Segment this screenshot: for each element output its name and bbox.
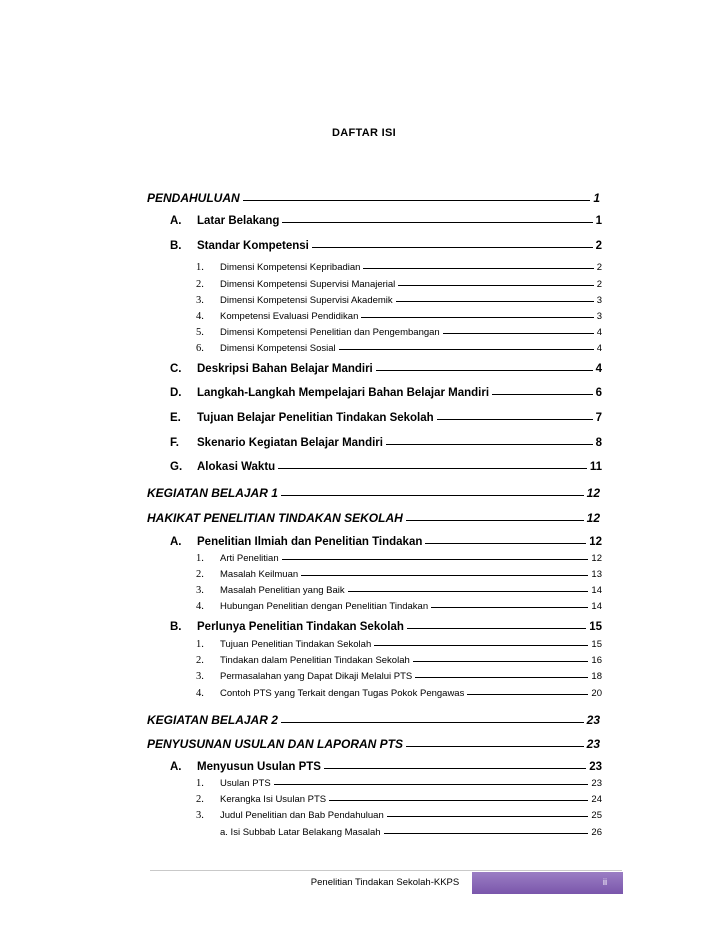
toc-entry-marker: 4. [196, 601, 204, 612]
footer-page-number: ii [602, 877, 608, 888]
toc-entry-page: 20 [591, 688, 602, 699]
toc-entry-marker: F. [170, 437, 179, 449]
toc-leader-line [278, 468, 587, 469]
toc-leader-line [413, 661, 589, 662]
toc-leader-line [281, 495, 584, 496]
toc-entry-marker: 2. [196, 794, 204, 805]
toc-entry-marker: E. [170, 412, 181, 424]
toc-entry[interactable] [220, 827, 602, 838]
toc-entry-label: Standar Kompetensi [197, 240, 309, 252]
toc-entry-label: Tindakan dalam Penelitian Tindakan Sekolah [220, 655, 410, 666]
toc-entry[interactable] [196, 601, 602, 612]
toc-entry-page: 23 [589, 761, 602, 773]
toc-leader-line [363, 268, 593, 269]
toc-leader-line [339, 349, 594, 350]
toc-entry-page: 2 [596, 279, 602, 290]
toc-entry-marker: A. [170, 215, 182, 227]
toc-entry-page: 16 [591, 655, 602, 666]
toc-entry-page: 3 [596, 311, 602, 322]
toc-leader-line [407, 628, 586, 629]
toc-entry-marker: C. [170, 363, 182, 375]
toc-entry-marker: 2. [196, 569, 204, 580]
toc-entry-label: Dimensi Kompetensi Supervisi Manajerial [220, 279, 396, 290]
toc-entry[interactable] [196, 671, 602, 682]
toc-entry-label: Tujuan Penelitian Tindakan Sekolah [220, 639, 372, 650]
toc-entry-marker: 3. [196, 585, 204, 596]
toc-leader-line [348, 591, 589, 592]
toc-entry-marker: A. [170, 536, 182, 548]
toc-leader-line [282, 559, 589, 560]
toc-entry-page: 2 [595, 240, 602, 252]
toc-leader-line [467, 694, 588, 695]
toc-entry-marker: 2. [196, 655, 204, 666]
toc-entry[interactable] [170, 240, 602, 252]
toc-entry-page: 15 [589, 621, 602, 633]
toc-entry-marker: B. [170, 621, 182, 633]
toc-leader-line [386, 444, 593, 445]
toc-entry[interactable] [196, 343, 602, 354]
toc-entry[interactable] [170, 437, 602, 449]
toc-leader-line [387, 816, 589, 817]
toc-leader-line [376, 370, 593, 371]
toc-entry-page: 12 [586, 511, 600, 525]
toc-entry-label: Masalah Penelitian yang Baik [220, 585, 345, 596]
toc-entry-label: Dimensi Kompetensi Sosial [220, 343, 336, 354]
toc-leader-line [415, 677, 588, 678]
toc-entry-label: Usulan PTS [220, 778, 271, 789]
toc-entry[interactable] [196, 295, 602, 306]
toc-entry-page: 3 [596, 295, 602, 306]
toc-entry-label: KEGIATAN BELAJAR 2 [147, 713, 278, 727]
toc-entry[interactable] [170, 215, 602, 227]
toc-entry-page: 1 [595, 215, 602, 227]
toc-leader-line [431, 607, 588, 608]
toc-entry[interactable] [170, 761, 602, 773]
toc-entry-label: PENDAHULUAN [147, 191, 240, 205]
toc-entry-label: Langkah-Langkah Mempelajari Bahan Belajar Mandiri [197, 387, 490, 399]
toc-entry-marker: B. [170, 240, 182, 252]
footer-divider [150, 870, 622, 871]
toc-leader-line [312, 247, 593, 248]
toc-entry-label: HAKIKAT PENELITIAN TINDAKAN SEKOLAH [147, 511, 403, 525]
toc-entry-marker: 6. [196, 343, 204, 354]
toc-entry-label: Alokasi Waktu [197, 461, 276, 473]
toc-entry-label: Penelitian Ilmiah dan Penelitian Tindakan [197, 536, 423, 548]
toc-entry-label: Menyusun Usulan PTS [197, 761, 321, 773]
toc-entry-marker: 3. [196, 810, 204, 821]
toc-entry-label: Dimensi Kompetensi Supervisi Akademik [220, 295, 393, 306]
toc-leader-line [361, 317, 593, 318]
toc-leader-line [243, 200, 591, 201]
toc-entry-marker: G. [170, 461, 183, 473]
toc-leader-line [282, 222, 592, 223]
toc-entry-marker: 1. [196, 639, 204, 650]
toc-entry[interactable] [170, 461, 602, 473]
toc-entry-label: KEGIATAN BELAJAR 1 [147, 486, 278, 500]
toc-leader-line [384, 833, 589, 834]
toc-entry[interactable] [170, 621, 602, 633]
toc-leader-line [398, 285, 593, 286]
toc-leader-line [492, 394, 593, 395]
toc-entry-page: 4 [596, 327, 602, 338]
toc-entry[interactable] [196, 585, 602, 596]
toc-entry-page: 11 [589, 461, 602, 473]
toc-entry-label: Dimensi Kompetensi Penelitian dan Pengembangan [220, 327, 440, 338]
toc-leader-line [437, 419, 593, 420]
toc-leader-line [443, 333, 594, 334]
toc-entry-label: Contoh PTS yang Terkait dengan Tugas Pokok Pengawas [220, 688, 465, 699]
toc-entry-marker: 1. [196, 262, 204, 273]
toc-entry-page: 24 [591, 794, 602, 805]
toc-entry-marker: 4. [196, 688, 204, 699]
toc-entry[interactable] [196, 778, 602, 789]
toc-entry-page: 25 [591, 810, 602, 821]
toc-entry-label: PENYUSUNAN USULAN DAN LAPORAN PTS [147, 737, 404, 751]
toc-entry-label: Deskripsi Bahan Belajar Mandiri [197, 363, 373, 375]
toc-entry[interactable] [196, 688, 602, 699]
toc-entry-label: Tujuan Belajar Penelitian Tindakan Sekolah [197, 412, 434, 424]
toc-entry-page: 12 [591, 553, 602, 564]
toc-leader-line [329, 800, 588, 801]
toc-entry[interactable] [196, 569, 602, 580]
toc-entry-page: 7 [595, 412, 602, 424]
toc-entry-marker: 1. [196, 553, 204, 564]
toc-entry-label: Masalah Keilmuan [220, 569, 299, 580]
toc-entry-page: 14 [591, 601, 602, 612]
toc-entry-page: 15 [591, 639, 602, 650]
toc-leader-line [406, 746, 584, 747]
toc-entry[interactable] [147, 486, 600, 500]
toc-entry-label: Dimensi Kompetensi Kepribadian [220, 262, 361, 273]
toc-entry-page: 23 [591, 778, 602, 789]
toc-entry[interactable] [147, 713, 600, 727]
toc-entry-page: 14 [591, 585, 602, 596]
toc-entry-marker: 1. [196, 778, 204, 789]
toc-entry-label: a. Isi Subbab Latar Belakang Masalah [220, 827, 381, 838]
toc-entry-label: Arti Penelitian [220, 553, 279, 564]
toc-entry-label: Judul Penelitian dan Bab Pendahuluan [220, 810, 384, 821]
toc-leader-line [425, 543, 586, 544]
toc-entry[interactable] [196, 639, 602, 650]
toc-entry-page: 23 [586, 713, 600, 727]
toc-entry-page: 1 [593, 191, 600, 205]
toc-entry-marker: 2. [196, 279, 204, 290]
toc-entry-page: 13 [591, 569, 602, 580]
toc-leader-line [406, 520, 584, 521]
toc-entry-marker: 5. [196, 327, 204, 338]
toc-entry-label: Perlunya Penelitian Tindakan Sekolah [197, 621, 404, 633]
toc-entry[interactable] [170, 387, 602, 399]
toc-entry-marker: 3. [196, 295, 204, 306]
toc-entry[interactable] [147, 511, 600, 525]
toc-title: DAFTAR ISI [332, 127, 396, 139]
toc-entry-page: 23 [586, 737, 600, 751]
toc-entry-page: 6 [595, 387, 602, 399]
toc-leader-line [301, 575, 588, 576]
toc-leader-line [274, 784, 589, 785]
toc-entry-label: Permasalahan yang Dapat Dikaji Melalui PTS [220, 671, 413, 682]
toc-entry-marker: 3. [196, 671, 204, 682]
toc-entry[interactable] [147, 737, 600, 751]
toc-entry[interactable] [196, 279, 602, 290]
toc-entry-label: Latar Belakang [197, 215, 280, 227]
toc-entry-marker: A. [170, 761, 182, 773]
toc-entry[interactable] [196, 262, 602, 273]
toc-leader-line [281, 722, 584, 723]
toc-entry-page: 4 [595, 363, 602, 375]
toc-entry[interactable] [196, 327, 602, 338]
toc-entry[interactable] [196, 553, 602, 564]
footer-title: Penelitian Tindakan Sekolah-KKPS [310, 877, 460, 888]
toc-leader-line [396, 301, 594, 302]
toc-entry[interactable] [170, 536, 602, 548]
toc-entry-page: 8 [595, 437, 602, 449]
toc-entry-page: 18 [591, 671, 602, 682]
toc-entry-label: Kompetensi Evaluasi Pendidikan [220, 311, 359, 322]
toc-entry-page: 12 [589, 536, 602, 548]
toc-entry-page: 2 [596, 262, 602, 273]
toc-entry-marker: 4. [196, 311, 204, 322]
toc-entry-page: 12 [586, 486, 600, 500]
toc-entry[interactable] [196, 311, 602, 322]
toc-leader-line [374, 645, 588, 646]
toc-entry-label: Hubungan Penelitian dengan Penelitian Tindakan [220, 601, 429, 612]
toc-entry[interactable] [170, 412, 602, 424]
toc-entry[interactable] [147, 191, 600, 205]
toc-entry-page: 4 [596, 343, 602, 354]
toc-entry[interactable] [196, 655, 602, 666]
toc-entry-label: Kerangka Isi Usulan PTS [220, 794, 327, 805]
toc-entry-marker: D. [170, 387, 182, 399]
toc-leader-line [324, 768, 586, 769]
toc-entry-page: 26 [591, 827, 602, 838]
toc-entry-label: Skenario Kegiatan Belajar Mandiri [197, 437, 383, 449]
toc-entry[interactable] [196, 810, 602, 821]
toc-entry[interactable] [170, 363, 602, 375]
toc-entry[interactable] [196, 794, 602, 805]
